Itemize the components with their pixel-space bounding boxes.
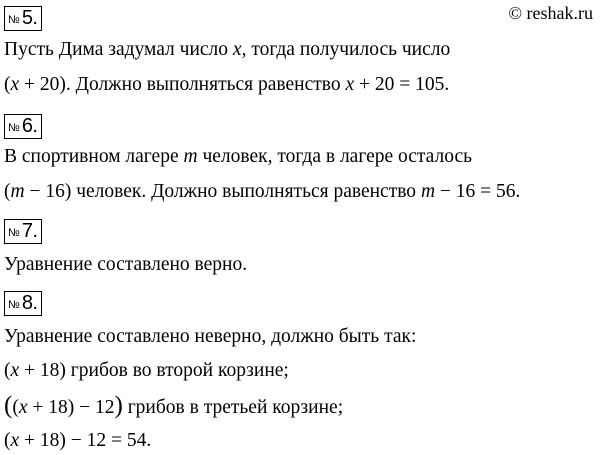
task8-line-2: (x + 18) грибов во второй корзине;	[4, 360, 289, 381]
task6-line-2: (m − 16) человек. Должно выполняться равенство m − 16 = 56.	[4, 181, 521, 202]
task6-line-1: В спортивном лагере m человек, тогда в лагере осталось	[4, 146, 472, 167]
task-number-badge-5	[4, 6, 42, 31]
task-number: 5.	[21, 7, 38, 29]
task-number-badge-6	[4, 114, 42, 139]
task7-line-1: Уравнение составлено верно.	[4, 254, 248, 275]
task-number-badge-8	[4, 291, 42, 316]
watermark: © reshak.ru	[508, 3, 593, 23]
task-number: 7.	[21, 220, 38, 242]
task8-line-4: (x + 18) − 12 = 54.	[4, 430, 152, 451]
number-sign: №	[8, 122, 20, 134]
task5-line-1: Пусть Дима задумал число x, тогда получилось число	[4, 39, 451, 60]
number-sign: №	[8, 227, 20, 239]
number-sign: №	[8, 299, 20, 311]
task5-line-2: (x + 20). Должно выполняться равенство x + 20 = 105.	[4, 74, 450, 95]
task8-line-3: ((x + 18) − 12) грибов в третьей корзине;	[4, 392, 344, 419]
task-number: 6.	[21, 115, 38, 137]
task8-line-1: Уравнение составлено неверно, должно быть так:	[4, 326, 417, 347]
number-sign: №	[8, 14, 20, 26]
task-number: 8.	[21, 292, 38, 314]
task-number-badge-7	[4, 219, 42, 244]
